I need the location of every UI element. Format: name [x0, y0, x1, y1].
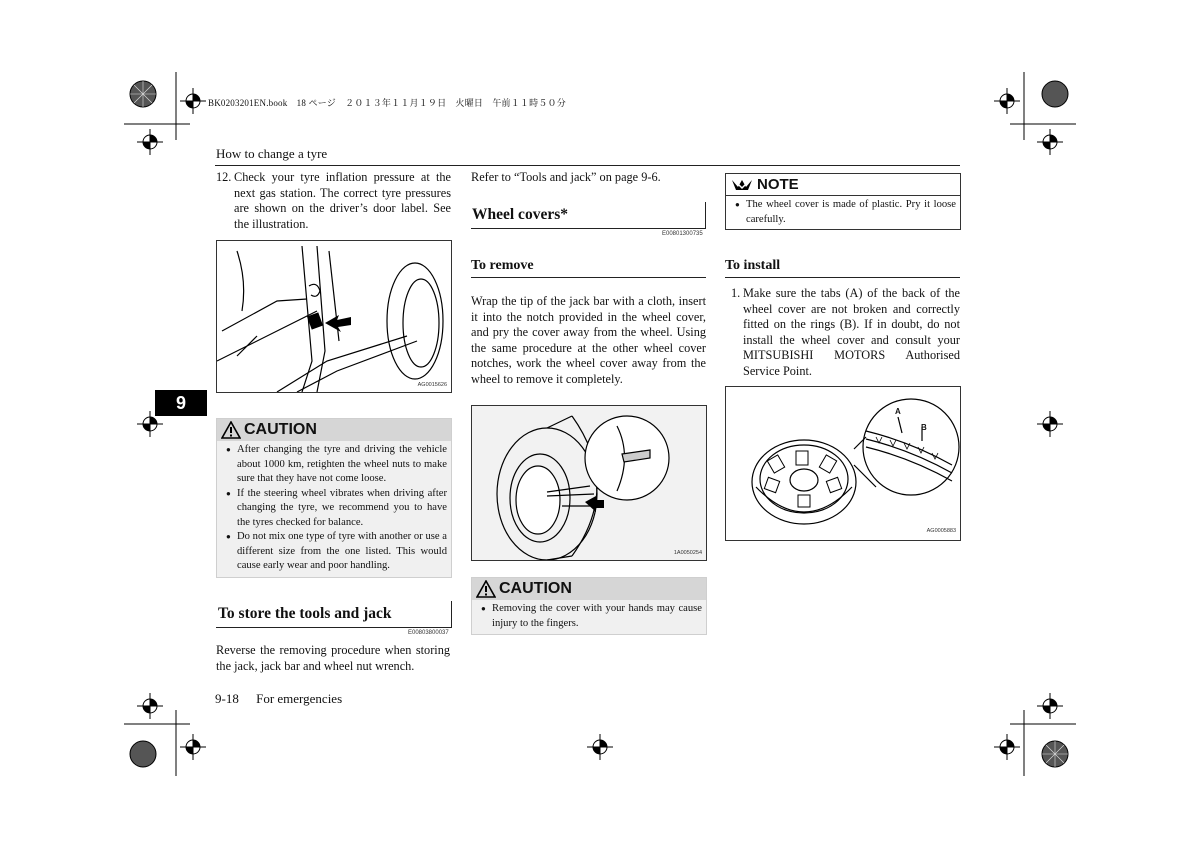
step-12 [216, 170, 451, 232]
wheel-cover-removal-illustration [471, 405, 707, 561]
caution-header [217, 419, 451, 441]
caution-item: ● If the steering wheel vibrates when driving after changing the tyre, we recommend you to have the tyres checked for balance. [217, 487, 451, 531]
note-icon [730, 178, 754, 192]
caution-title: CAUTION [244, 421, 317, 438]
step-number: 12. [216, 170, 232, 184]
section-code: E00801300735 [662, 231, 703, 237]
page-footer [215, 691, 342, 707]
step-number: 1. [731, 286, 741, 300]
caution-item: ● After changing the tyre and driving the vehicle about 1000 km, retighten the wheel nuts to make sure that they have not come loose. [217, 443, 451, 487]
note-item: ● The wheel cover is made of plastic. Pry it loose carefully. [726, 198, 960, 227]
store-tools-heading [216, 601, 452, 628]
print-header: BK0203201EN.book 18 ページ ２０１３年１１月１９日 火曜日 午前１１時５０分 [208, 98, 566, 108]
section-code: E00803800037 [408, 630, 449, 636]
note-header [726, 174, 960, 196]
callout-a: A [895, 407, 901, 416]
caution-box-fingers [471, 577, 707, 635]
remove-title: To remove [471, 258, 534, 273]
figure-code: AG0015626 [417, 382, 447, 388]
caution-box-tyres [216, 418, 452, 578]
caution-item: ● Removing the cover with your hands may cause injury to the fingers. [472, 602, 706, 631]
caution-item: ● Do not mix one type of tyre with another or use a different size from the one listed. This would cause early wear and poor handling. [217, 530, 451, 574]
step-1 [731, 286, 960, 380]
warning-icon [476, 580, 496, 598]
caution-title: CAUTION [499, 580, 572, 597]
door-label-illustration [216, 240, 452, 393]
figure-code: 1A0050254 [673, 550, 702, 556]
caution-header [472, 578, 706, 600]
wheel-covers-heading [471, 202, 706, 229]
chapter-name: For emergencies [256, 691, 343, 706]
step-text: Check your tyre inflation pressure at the next gas station. The correct tyre pressures are shown on the driver’s door label. See the illustration. [234, 170, 451, 231]
header-rule [215, 165, 960, 166]
remove-text: Wrap the tip of the jack bar with a cloth, insert it into the notch provided in the wheel cover, and pry the cover away from the wheel. Using the same procedure at the other wheel cover notches, work the wheel cover away from the wheel to remove it completely. [471, 294, 706, 386]
wheel-cover-drawing [726, 387, 960, 540]
note-title: NOTE [757, 176, 799, 193]
to-install-heading [725, 256, 960, 278]
store-title: To store the tools and jack [218, 605, 392, 622]
chapter-tab: 9 [155, 390, 207, 416]
step-text: Make sure the tabs (A) of the back of the wheel cover are not broken and correctly fitted on the rings (B). If in doubt, do not install the wheel cover and consult your MITSUBISHI MOTORS Authorised Service Point. [743, 286, 960, 378]
wheel-cover-install-illustration [725, 386, 961, 541]
door-pillar-drawing [217, 241, 451, 392]
wheel-removal-drawing [472, 406, 706, 560]
callout-b: B [921, 423, 927, 432]
note-box [725, 173, 961, 230]
install-title: To install [725, 258, 781, 273]
store-text: Reverse the removing procedure when storing the jack, jack bar and wheel nut wrench. [216, 643, 450, 673]
running-head: How to change a tyre [216, 146, 328, 161]
reference-text: Refer to “Tools and jack” on page 9-6. [471, 170, 661, 184]
warning-icon [221, 421, 241, 439]
wheel-covers-title: Wheel covers* [472, 206, 568, 223]
to-remove-heading [471, 256, 706, 278]
figure-code: AG0005883 [926, 528, 956, 534]
page-number: 9-18 [215, 691, 239, 706]
